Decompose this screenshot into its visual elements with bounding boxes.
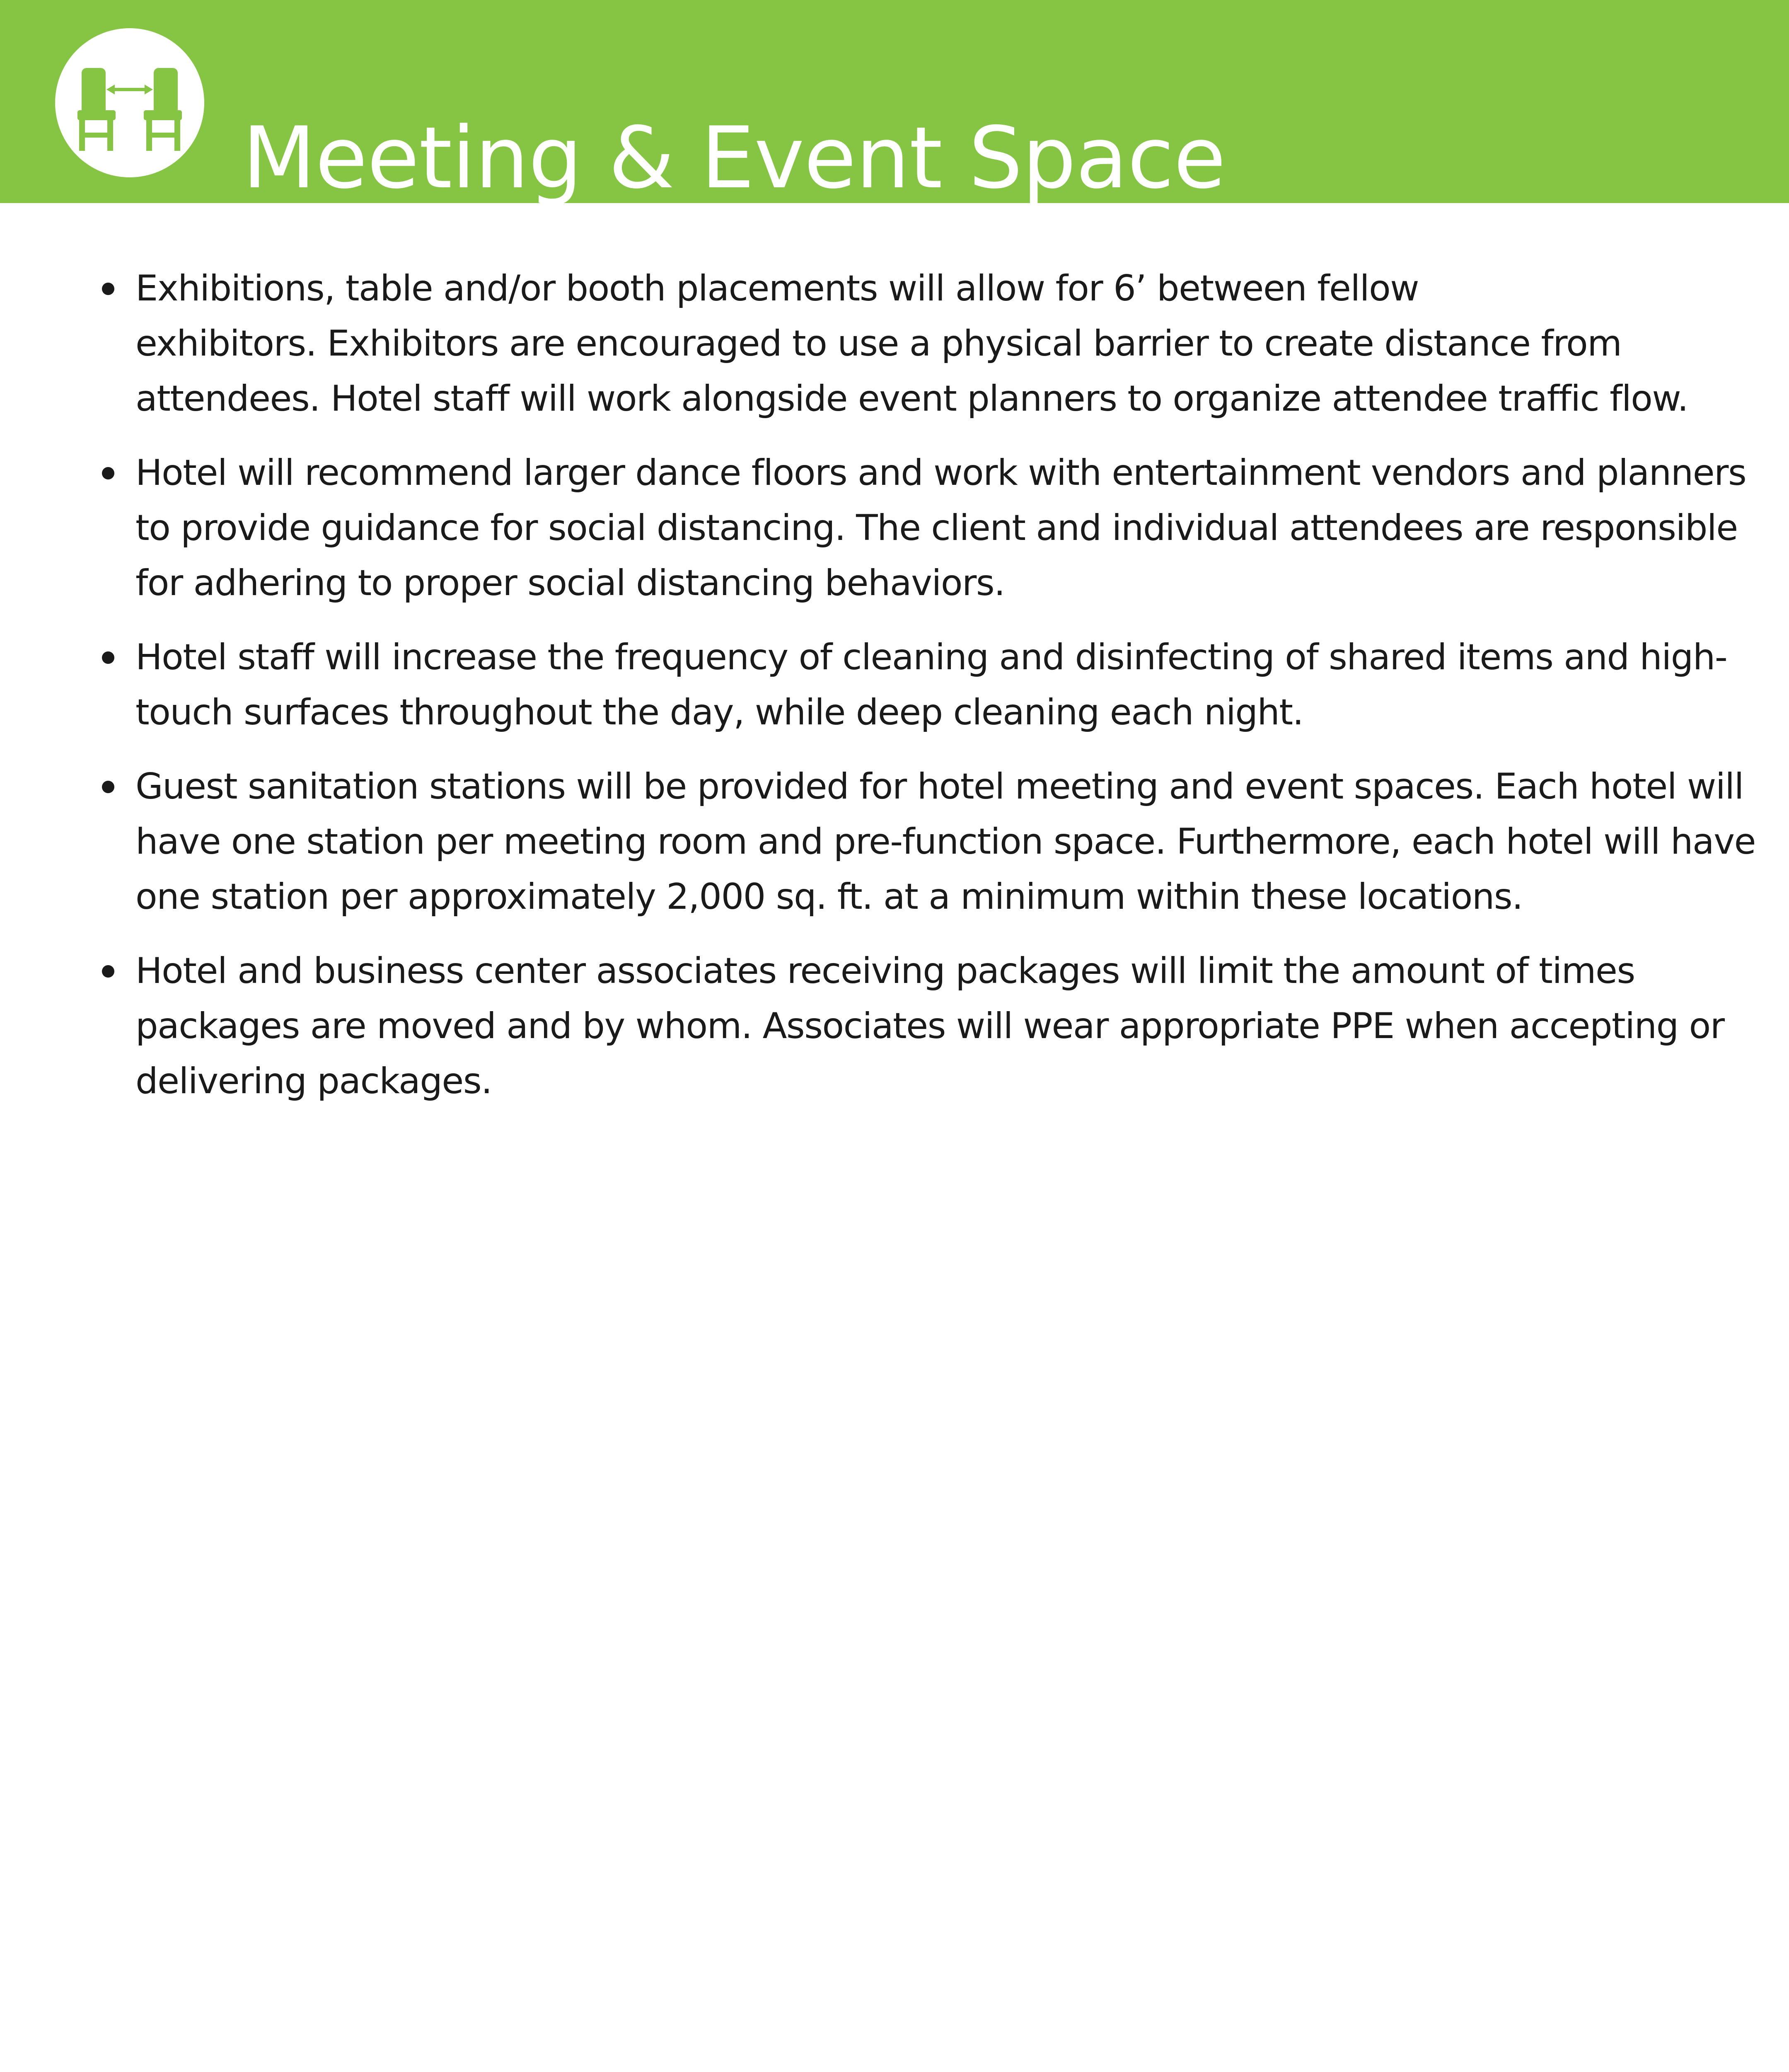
bullet-dot-icon	[102, 781, 114, 793]
bullet-dot-icon	[102, 965, 114, 978]
list-item	[96, 759, 1756, 925]
page-title: Meeting & Event Space	[242, 109, 1226, 208]
bullet-text-line: Exhibitions, table and/or booth placements will allow for 6’ between fellow	[135, 268, 1419, 309]
bullet-list	[96, 261, 1756, 1128]
bullet-dot-icon	[102, 467, 114, 479]
bullet-text-line: delivering packages.	[135, 1060, 492, 1102]
bullet-text-line: one station per approximately 2,000 sq. ft. at a minimum within these locations.	[135, 876, 1523, 917]
distanced-seats-icon	[55, 28, 204, 177]
bullet-text-line: for adhering to proper social distancing behaviors.	[135, 562, 1005, 604]
bullet-text-line: Hotel will recommend larger dance floors and work with entertainment vendors and planners	[135, 452, 1746, 494]
bullet-dot-icon	[102, 283, 114, 295]
list-item	[96, 261, 1704, 426]
list-item	[96, 944, 1724, 1109]
bullet-text-line: to provide guidance for social distancing. The client and individual attendees are responsible	[135, 507, 1738, 549]
list-item	[96, 630, 1727, 740]
bullet-text-line: touch surfaces throughout the day, while deep cleaning each night.	[135, 692, 1303, 733]
bullet-text-line: Guest sanitation stations will be provided for hotel meeting and event spaces. Each hotel will	[135, 766, 1744, 807]
bullet-text-line: exhibitors. Exhibitors are encouraged to use a physical barrier to create distance from	[135, 323, 1622, 364]
bullet-text-line: Hotel and business center associates receiving packages will limit the amount of times	[135, 950, 1635, 992]
list-item	[96, 445, 1746, 611]
bullet-dot-icon	[102, 651, 114, 664]
bullet-text-line: Hotel staff will increase the frequency of cleaning and disinfecting of shared items and high-	[135, 637, 1727, 678]
bullet-text-line: have one station per meeting room and pre-function space. Furthermore, each hotel will have	[135, 821, 1756, 862]
bullet-text-line: packages are moved and by whom. Associates will wear appropriate PPE when accepting or	[135, 1005, 1724, 1047]
bullet-text-line: attendees. Hotel staff will work alongside event planners to organize attendee traffic flow.	[135, 378, 1688, 419]
